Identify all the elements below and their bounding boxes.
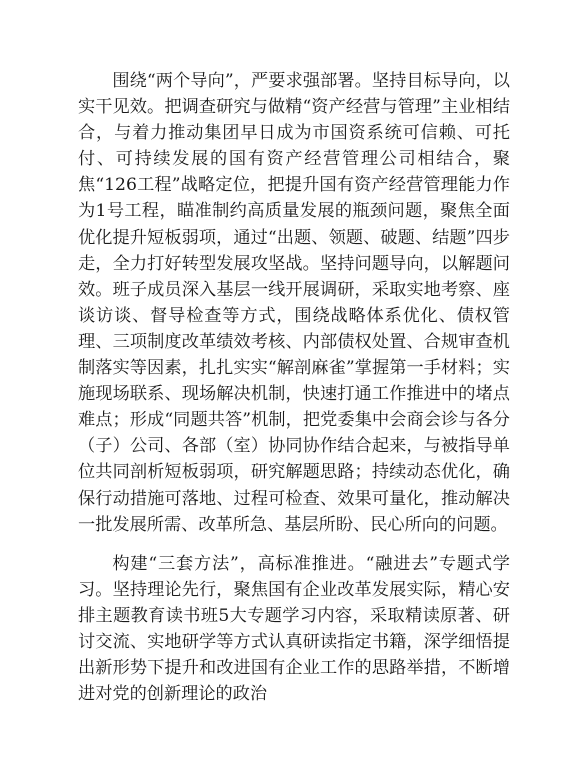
paragraph-two-orientations: 围绕“两个导向”，严要求强部署。坚持目标导向，以实干见效。把调查研究与做精“资产经营与管理”主业相结合，与着力推动集团早日成为市国资系统可信赖、可托付、可持续发展的国有资产经营管理公司相结合，聚焦“126工程”战略定位，把提升国有资产经营管理能力作为1号工程，瞄准制约高质量发展的瓶颈问题，聚焦全面优化提升短板弱项，通过“出题、领题、破题、结题”四步走，全力打好转型发展攻坚战。坚持问题导向，以解题问效。班子成员深入基层一线开展调研，采取实地考察、座谈访谈、督导检查等方式，围绕战略体系优化、债权管理、三项制度改革绩效考核、内部债权处置、合规审查机制落实等因素，扎扎实实“解剖麻雀”掌握第一手材料；实施现场联系、现场解决机制，快速打通工作推进中的堵点难点；形成“同题共答”机制，把党委集中会商会诊与各分（子）公司、各部（室）协同协作结合起来，与被指导单位共同剖析短板弱项，研究解题思路；持续动态优化，确保行动措施可落地、过程可检查、效果可量化，推动解决一批发展所需、改革所急、基层所盼、民心所向的问题。 bbox=[78, 71, 510, 535]
document-body bbox=[78, 68, 510, 707]
paragraph-three-methods: 构建“三套方法”，高标准推进。“融进去”专题式学习。坚持理论先行，聚焦国有企业改革发展实际，精心安排主题教育读书班5大专题学习内容，采取精读原著、研讨交流、实地研学等方式认真研读指定书籍，深学细悟提出新形势下提升和改进国有企业工作的思路举措，不断增进对党的创新理论的政治 bbox=[78, 553, 510, 705]
